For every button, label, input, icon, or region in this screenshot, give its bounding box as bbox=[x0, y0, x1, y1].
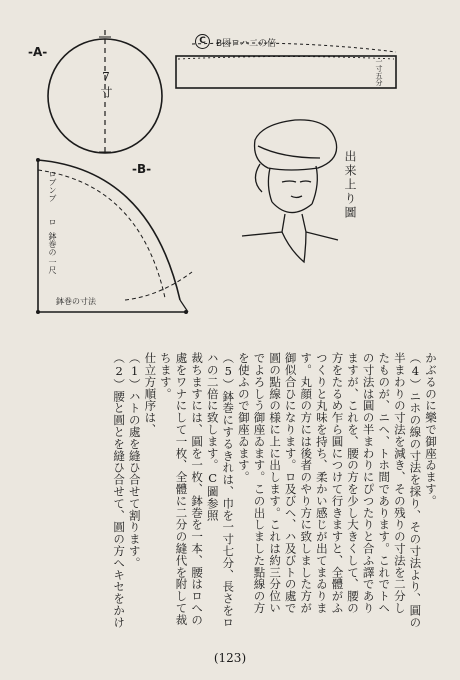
body-line: （1）ハトの處を縫ひ合せて割ります。 bbox=[127, 352, 142, 569]
c-top-note: B図ロハ二の倍 bbox=[216, 39, 277, 49]
body-line: 仕立方順序は、 bbox=[143, 352, 158, 436]
body-line: ますが、これを、腰の方を少し大きくして、腰の bbox=[346, 352, 361, 614]
b-left-note-3: 鉢巻の bbox=[48, 232, 57, 256]
page-number: (123) bbox=[213, 651, 247, 665]
body-line: 半まわりの寸法を減き、その残りの寸法を二分し bbox=[392, 352, 407, 614]
figure-b-label: -B- bbox=[132, 162, 152, 176]
b-left-note-2: ロ bbox=[48, 218, 57, 226]
circle-dimension: 7寸 bbox=[99, 70, 113, 100]
body-line: 處をワナにして一枚、全體に二分の縫代を附して裁 bbox=[174, 352, 189, 626]
body-line: つくりと丸味を持ち、柔かい感じが出てまゐりま bbox=[314, 352, 329, 614]
body-line: 裁ちますには、圓を一枚、鉢巻を一本、腰はロへの bbox=[190, 352, 205, 626]
body-line: 圓の點線の様に上に出します。これは約三分位い bbox=[268, 352, 283, 614]
b-bottom-note: 鉢巻の寸法 bbox=[56, 297, 96, 306]
b-left-note-1: ロブンブ bbox=[48, 170, 57, 202]
finished-caption: 出来上り圖 bbox=[343, 150, 357, 220]
c-right-note: 一寸五分 bbox=[375, 58, 383, 86]
body-line: かぶるのに樂で御座ゐます。 bbox=[424, 352, 438, 507]
finished-hat-illustration bbox=[242, 120, 338, 262]
body-line: す。丸顔の方には後者のやり方に致しました方が bbox=[299, 352, 314, 614]
body-line: の寸法は圓の半まわりにぴつたりと合ふ譯であり bbox=[361, 352, 376, 614]
figure-a-label: -A- bbox=[28, 45, 48, 59]
body-line: （2）腰と圓とを縫ひ合せて、圓の方へキセをかけ bbox=[112, 352, 127, 629]
figure-b-fan bbox=[36, 158, 192, 314]
body-line: 御似合ひになります。ロ及びヘ、ハ及びトの處で bbox=[283, 352, 298, 614]
b-left-note-4: 一尺 bbox=[48, 258, 57, 274]
figure-c-strip bbox=[176, 43, 396, 88]
body-line: を使ふので御座ゐます。 bbox=[236, 352, 251, 483]
body-text bbox=[111, 352, 438, 644]
body-line: ちます。 bbox=[158, 352, 173, 400]
figure-c-label: C bbox=[195, 34, 210, 49]
body-line: たものが、ニヘ、トホ間であります。これでトヘ bbox=[377, 352, 392, 614]
body-line: 方をたるめ乍ら圓につけて行きますと、全體がふ bbox=[330, 352, 345, 614]
body-line: ハの二倍に致します。C圖参照 bbox=[205, 352, 220, 522]
body-line: （4）ニホの線の寸法を採り、その寸法より、圓の bbox=[408, 352, 423, 629]
body-line: でよろしう御座ゐます。この出しました點線の方 bbox=[252, 352, 267, 614]
body-line: （5）鉢巻にするきれは、巾を一寸七分、長さをロ bbox=[221, 352, 236, 629]
